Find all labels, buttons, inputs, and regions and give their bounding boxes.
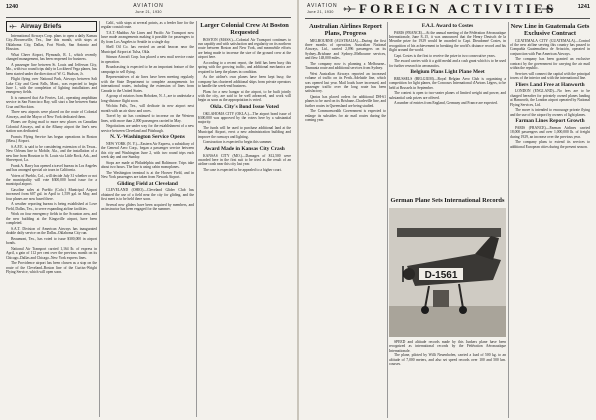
column-divider bbox=[99, 21, 100, 417]
washington-headline: N. Y.-Washington Service Opens bbox=[110, 134, 185, 141]
paragraph: The Washington terminal is at the Hoover Field, and in New York passengers are taken from Newark Airport. bbox=[101, 170, 194, 180]
column-divider bbox=[508, 22, 509, 418]
farman-headline: Farman Lines Report Growth bbox=[515, 118, 585, 125]
paragraph: Stops are made at Philadelphia and Baltimore. Trips take about two hours. The line is using cabin monoplanes. bbox=[101, 160, 194, 170]
paragraph: Francis Flying Service has begun operations in Boston (Mass.) Airport. bbox=[6, 134, 97, 144]
paragraph: Frank A. Barry has opened a travel bureau in Los Angeles and has arranged special air tours in California. bbox=[6, 163, 97, 173]
paragraph: KANSAS CITY (MO.)—Damages of $12,500 were awarded here in the first suit to be tried as the result of an airline crash near this city last year. bbox=[198, 153, 291, 167]
paragraph: Work on four emergency fields in the Scranton area, and the new building at the Kingsville airport, have been completed. bbox=[6, 212, 97, 226]
paragraph: PARIS (FRANCE)—At the annual meeting of the Fédération Aéronautique Internationale, June 8–15, it was announced that the Henry Deutsch de la Meurthe prize for 1929 would be awarded to Capt. Dieudonné Costes, in recognition of his achievement in breaking the world's distance record and his flight around the world. bbox=[389, 30, 506, 53]
award-headline: Award Made in Kansas City Crash bbox=[204, 146, 285, 153]
photo-headline: German Plane Sets International Records bbox=[390, 197, 505, 204]
airplane-icon bbox=[9, 24, 17, 29]
paragraph: Calif., with stops at several points, as a feeder line for the regular coastal route. bbox=[101, 21, 194, 30]
belgium-body bbox=[389, 77, 506, 106]
paragraph: S.A.F.E. is said to be considering extension of its Texas–New Orleans line to Mobile, Ala., and the installation of a new line from Houston to St. Louis via Little Rock, Ark., and Shreveport, La. bbox=[6, 144, 97, 163]
paragraph: The Providence airport has been chosen as a stop on the route of the Cleveland–Boston line of the Curtiss-Wright Flying Service, which will open soon. bbox=[6, 261, 97, 275]
issue-date: June 21, 1930 bbox=[307, 10, 334, 14]
column-divider bbox=[196, 21, 197, 417]
airplane-icon bbox=[343, 5, 356, 13]
paragraph: The move is intended to encourage private flying and the use of the airport by owners of light planes. bbox=[510, 108, 590, 117]
briefs-title: Airway Briefs bbox=[20, 23, 62, 30]
guatemala-body bbox=[510, 39, 590, 81]
paragraph: Shell Oil Co. has erected an aerial beacon near the Municipal Airport at Tulsa, Okla. bbox=[101, 45, 194, 54]
okla-headline: Okla. City's Bond Issue Voted bbox=[210, 104, 279, 111]
paragraph: Gasoline sales at Pueblo (Colo.) Municipal Airport increased from 607 gal. in April to 1,559 gal. in May, and four planes are now based there. bbox=[6, 188, 97, 201]
paragraph: The company plans to extend its services to additional European cities during the present season. bbox=[510, 140, 590, 149]
masthead bbox=[6, 3, 291, 15]
dateline: PARIS bbox=[394, 30, 406, 35]
dateline: KANSAS CITY bbox=[203, 153, 233, 158]
award-body bbox=[198, 154, 291, 173]
guatemala-headline: New Line in Guatemala Gets Exclusive Contract bbox=[510, 23, 590, 37]
airplane-icon bbox=[541, 5, 554, 13]
paragraph: Stinson Aircraft Corp. has placed a new mail service route in operation. bbox=[101, 55, 194, 64]
gliding-headline: Gliding Field at Cleveland bbox=[117, 180, 178, 187]
paragraph: Services will connect the capital with the principal towns of the interior and with the international line. bbox=[510, 71, 590, 81]
right-page bbox=[299, 0, 596, 420]
paragraph: The funds will be used to purchase additional land at the Municipal Airport, erect a new administration building and improve the runways and lighting. bbox=[198, 126, 291, 139]
column-2 bbox=[101, 21, 194, 417]
paragraph: Beaumont, Tex., has voted to issue $300,000 in airport bonds. bbox=[6, 236, 97, 246]
paragraph: Travel by air has continued to increase on the Western lines, with more than 2,000 passengers carried in May. bbox=[101, 114, 194, 123]
column-b bbox=[389, 22, 506, 194]
issue-date: June 21, 1930 bbox=[135, 10, 162, 14]
dateline: GUATEMALA CITY bbox=[515, 38, 550, 43]
paragraph: Flight flying over National Park, Airways between Salt Lake City and Great Falls, Mont., was expected to begin June 1, with the completion of lighting installations and emergency fields. bbox=[6, 77, 97, 95]
paragraph: Representatives of air lines have been meeting regularly with the State Department to complete arrangements for international routes, including the extension of lines from Canada to the United States. bbox=[101, 75, 194, 93]
paragraph: Wichita Falls, Tex., will dedicate its new airport next month with an air show and races. bbox=[101, 104, 194, 113]
section-title: FOREIGN ACTIVITIES bbox=[359, 1, 557, 16]
dateline: BRUSSELS bbox=[394, 77, 415, 81]
fai-headline: F.A.I. Award to Costes bbox=[421, 23, 474, 29]
column-a-lower bbox=[305, 200, 386, 417]
okla-body bbox=[198, 112, 291, 145]
column-2-intro bbox=[101, 21, 194, 64]
paragraph: BRUSSELS (BELGIUM)—Royal Belgian Aero Club is organizing a competition for light planes, the Concours International d'Avions Légers, to be held at Brussels in September. bbox=[389, 77, 506, 90]
fai-body bbox=[389, 31, 506, 69]
paragraph: A passenger line between St. Louis and Jefferson City, Mo., with two round trips daily in Lockheed Vega planes, has been started under the direction of W. G. Hudson, Jr. bbox=[6, 62, 97, 76]
dateline: CLEVELAND bbox=[106, 188, 132, 193]
paragraph: CLEVELAND (OHIO)—Cleveland Glider Club has obtained the use of a field near the city for gliding, and the first meet is to be held there soon. bbox=[101, 188, 194, 202]
column-c bbox=[510, 22, 590, 417]
paragraph: The award carries with it a gold medal and a cash grant which is to be used for further research in aeronautics. bbox=[389, 59, 506, 68]
paragraph: It is rumored that Air Ferries, Ltd., operating amphibian service in San Francisco Bay, will start a line between Santa Cruz and Stockton. bbox=[6, 96, 97, 109]
column-divider bbox=[387, 22, 388, 418]
dateline: LONDON bbox=[515, 89, 534, 94]
paragraph: As the airline's own planes have been kept busy, the company has chartered additional ships from private operators to handle the week-end business. bbox=[198, 75, 291, 89]
paragraph: LONDON (ENGLAND)—No fees are to be charged hereafter for privately owned planes landing at Hanworth, the London airport operated by National Flying Services, Ltd. bbox=[510, 89, 590, 107]
header-rule bbox=[305, 18, 590, 19]
paragraph: PARIS (FRANCE)—Farman Airlines carried 18,000 passengers and over 1,000,000 lb. of freight during 1929, an increase over the previous year. bbox=[510, 125, 590, 139]
hanworth-headline: Fliers Land Free at Hanworth bbox=[515, 81, 585, 88]
paragraph: S.A.T. Division of American Airways has inaugurated double daily service on the Dallas–Oklahoma City run. bbox=[6, 226, 97, 236]
junkers-plane-photo bbox=[389, 208, 506, 337]
paragraph: The company has been granted an exclusive contract by the government for carrying the air mail within the republic. bbox=[510, 57, 590, 71]
paragraph: A number of entries from England, Germany and France are expected. bbox=[394, 101, 498, 106]
dateline: MELBOURNE bbox=[310, 38, 335, 43]
hanworth-body bbox=[510, 89, 590, 117]
paragraph: GUATEMALA CITY (GUATEMALA)—Control of the new airline serving this country has passed to Compañía Guatemalteca de Aviación, operated in conjunction with Pan American Airways. bbox=[510, 38, 590, 56]
colonial-headline: Larger Colonial Crew At Boston Requested bbox=[200, 22, 289, 36]
left-page bbox=[0, 0, 297, 420]
paragraph: Qantas has placed orders for additional DH-61 planes to be used on its Brisbane–Charleville line, and further routes in Queensland are being studied. bbox=[305, 95, 386, 108]
plane-photo-image bbox=[389, 208, 506, 337]
paragraph: Construction is expected to begin this summer. bbox=[203, 140, 273, 145]
dateline: OKLAHOMA CITY bbox=[203, 111, 236, 116]
australia-body bbox=[305, 39, 386, 123]
paragraph: Planes are flying mail to more new places on Canadian Colonial Airways, and at the Albany airport the line's new station was dedicated. bbox=[6, 120, 97, 134]
page-number: 1240 bbox=[6, 4, 19, 10]
dateline: PARIS bbox=[515, 125, 529, 130]
page-number: 1241 bbox=[577, 4, 590, 10]
dateline: BOSTON bbox=[203, 37, 220, 42]
photo-caption bbox=[389, 340, 506, 366]
header-rule bbox=[6, 17, 291, 18]
masthead-title: AVIATION bbox=[307, 3, 338, 9]
paragraph: Several new gliders have been acquired by members, and an instructor has been engaged for the summer. bbox=[101, 202, 194, 212]
column-2-text bbox=[101, 65, 194, 133]
washington-body bbox=[101, 142, 194, 180]
paragraph: Negotiations are under way for the establishment of a new service between Cleveland and Pittsburgh. bbox=[101, 124, 194, 133]
paragraph: Voters of Pueblo, Col., will decide July 31 whether or not the municipality will vote $300,000 bond issue for a municipal airport. bbox=[6, 173, 97, 187]
paragraph: BOSTON (MASS.)—Colonial Air Transport continues to run capably and with satisfaction and regularity on its northern route between Boston and New York, and meanwhile efforts are being made to increase the size of the ground crew at the airport here. bbox=[198, 37, 291, 60]
paragraph: Capt. Costes is the first to receive the prize in two consecutive years. bbox=[394, 53, 496, 58]
plane-registration: D-1561 bbox=[424, 270, 458, 281]
paragraph: T.A.T.-Maddux Air Lines and Pacific Air Transport now have made arrangements making it possible for passengers to fly from Los Angeles to Seattle in a single day. bbox=[101, 31, 194, 44]
paragraph: Broadcasting is expected to be an important feature of the campaign to sell flying. bbox=[101, 65, 194, 74]
paragraph: A weather reporting bureau is being established at Love Field, Dallas, Tex., to serve expanding airline facilities. bbox=[6, 202, 97, 211]
paragraph: A group of aviators from Hoboken, N. J., are to undertake a long-distance flight soon. bbox=[101, 94, 194, 103]
paragraph: The contest is open to two-seater planes of limited weight and power, and substantial cash prizes are offered. bbox=[389, 91, 506, 100]
paragraph: OKLAHOMA CITY (OKLA.)—The airport bond issue of $300,000 was approved by the voters here by a substantial majority. bbox=[198, 111, 291, 125]
dateline: NEW YORK bbox=[106, 141, 127, 146]
paragraph: National Air Transport carried 1,164 lb. of express in April, a gain of 112 per cent over the previous month on its Chicago–Dallas and Chicago–New York express lines. bbox=[6, 246, 97, 260]
colonial-body bbox=[198, 38, 291, 103]
paragraph: The plane, piloted by Willi Neuenhofen, carried a load of 500 kg. to an altitude of 7,000 meters, and also set speed records over 100 and 500 km. courses. bbox=[389, 353, 506, 367]
paragraph: International Airways Corp. plans to open a daily Kansas City–Brownsville, Tex., line this month, with stops at Oklahoma City, Dallas, Fort Worth, San Antonio and Houston. bbox=[6, 34, 97, 52]
paragraph: According to a recent report, the field has been busy this spring with the growing traffic, and additional mechanics are required to keep the planes in condition. bbox=[198, 60, 291, 74]
briefs-title-box bbox=[6, 21, 97, 32]
paragraph: Plans for a new hangar at the airport, to be built jointly with the city, are said to be well advanced, and work will begin as soon as the appropriation is voted. bbox=[198, 89, 291, 103]
australia-headline: Australian Airlines Report Plans, Progress bbox=[309, 23, 382, 37]
belgium-headline: Belgium Plans Light Plane Meet bbox=[410, 69, 485, 76]
farman-body bbox=[510, 126, 590, 149]
briefs-body bbox=[6, 34, 97, 275]
paragraph: West Australian Airways reported an increased volume of traffic on its Perth–Adelaide line, which was opened last year. Mail loads have increased, and passenger traffic over the long route has been satisfactory. bbox=[305, 71, 386, 94]
paragraph: NEW YORK (N. Y.)—Eastern Air Express, a subsidiary of the General Aero Corp., began a passenger service between this city and Washington June 2, with two round trips each week day and one Sunday. bbox=[101, 141, 194, 160]
gliding-body bbox=[101, 188, 194, 211]
paragraph: The case is expected to be appealed to a higher court. bbox=[203, 168, 282, 173]
paragraph: MELBOURNE (AUSTRALIA)—During the first three months of operation, Australian National Airways, Ltd., carried 2,096 passengers on its Sydney–Brisbane and Sydney–Melbourne services, and flew 148,000 miles. bbox=[305, 38, 386, 61]
column-a bbox=[305, 22, 386, 196]
paragraph: The Commonwealth Government is expected to enlarge its subsidies for air mail routes during the coming year. bbox=[305, 109, 386, 123]
column-1 bbox=[6, 21, 97, 417]
paragraph: The company now is planning a Melbourne–Tasmania route and additional services from Sydney. bbox=[305, 61, 386, 71]
column-3 bbox=[198, 21, 291, 417]
paragraph: Three new airports were placed on the route of Colonial Airways, and the Mayor of New York dedicated them. bbox=[6, 110, 97, 119]
paragraph: What Cheer Airport, Plymouth, R. I., which recently changed management, has been reopened for business. bbox=[6, 52, 97, 62]
masthead-title: AVIATION bbox=[133, 3, 164, 9]
paragraph: SPEED and altitude records made by this Junkers plane have been recognized as international records by the Fédération Aéronautique Internationale. bbox=[389, 340, 506, 353]
